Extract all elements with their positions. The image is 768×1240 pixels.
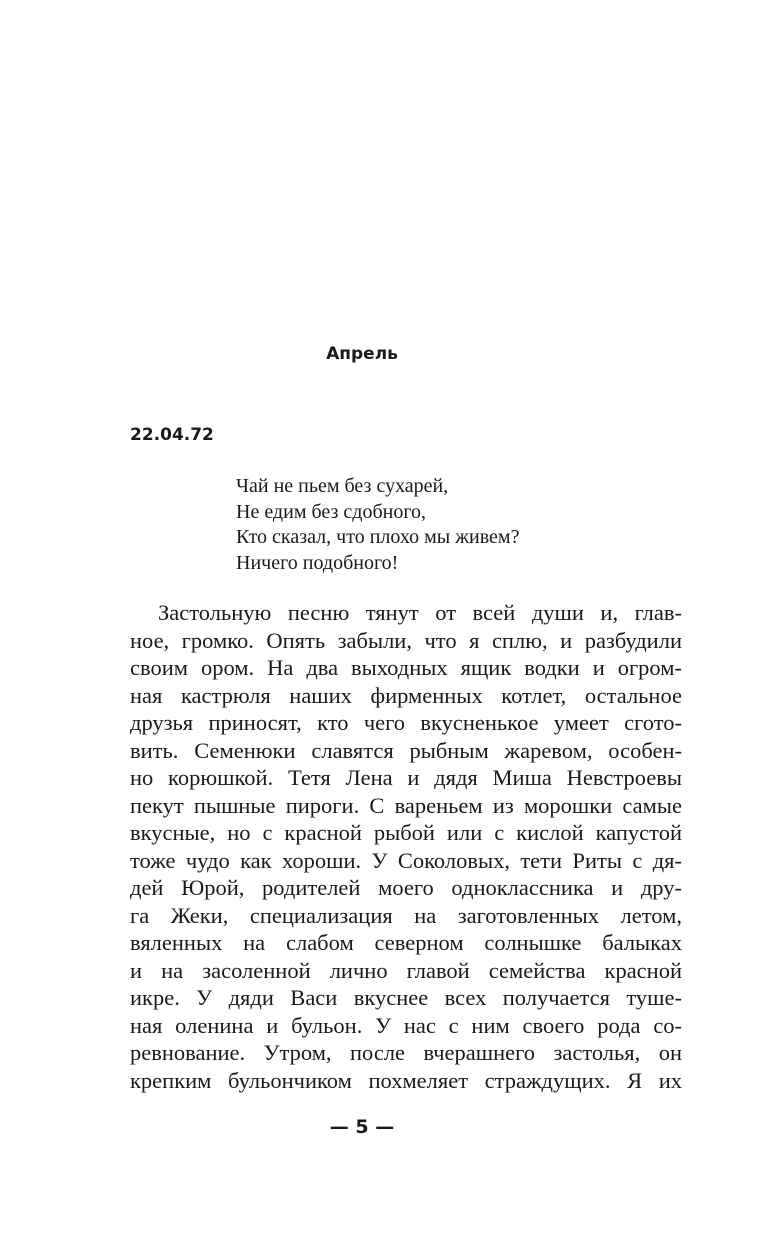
epigraph-poem (236, 474, 519, 576)
text-line: ная оленина и бульон. У нас с ним своего рода со- (130, 1012, 682, 1038)
text-line: га Жеки, специализация на заготовленных летом, (130, 902, 682, 928)
text-line: икре. У дяди Васи вкуснее всех получается туше- (130, 985, 682, 1010)
text-line: друзья приносят, кто чего вкусненькое умеет сгото- (130, 710, 682, 735)
poem-line: Чай не пьем без сухарей, (236, 475, 449, 497)
entry-date: 22.04.72 (130, 425, 214, 445)
text-line: тоже чудо как хороши. У Соколовых, тети Риты с дя- (130, 847, 682, 873)
text-line: ревнование. Утром, после вчерашнего застолья, он (130, 1040, 682, 1065)
text-line: дей Юрой, родителей моего одноклассника и дру- (130, 875, 682, 900)
poem-line: Не едим без сдобного, (236, 500, 427, 523)
poem-line: Ничего подобного! (236, 551, 399, 574)
text-line: ная кастрюля наших фирменных котлет, остальное (130, 682, 682, 708)
chapter-title: Апрель (326, 344, 398, 364)
text-line: ное, громко. Опять забыли, что я сплю, и разбудили (130, 627, 682, 653)
text-line: вить. Семенюки славятся рыбным жаревом, особен- (130, 737, 682, 763)
page-number: — 5 — (329, 1116, 395, 1138)
body-paragraph (130, 599, 682, 1094)
text-line: Застольную песню тянут от всей души и, глав- (158, 600, 682, 625)
text-line: но корюшкой. Тетя Лена и дядя Миша Невстроевы (130, 765, 682, 790)
text-line: вкусные, но с красной рыбой или с кислой капустой (130, 820, 682, 845)
text-line: крепким бульончиком похмеляет страждущих. Я их (130, 1067, 682, 1093)
text-line: и на засоленной лично главой семейства красной (130, 957, 682, 983)
poem-line: Кто сказал, что плохо мы живем? (236, 526, 520, 549)
text-line: пекут пышные пироги. С вареньем из морошки самые (130, 792, 682, 818)
text-line: вяленных на слабом северном солнышке балыках (130, 930, 682, 955)
text-line: своим ором. На два выходных ящик водки и огром- (130, 655, 682, 680)
